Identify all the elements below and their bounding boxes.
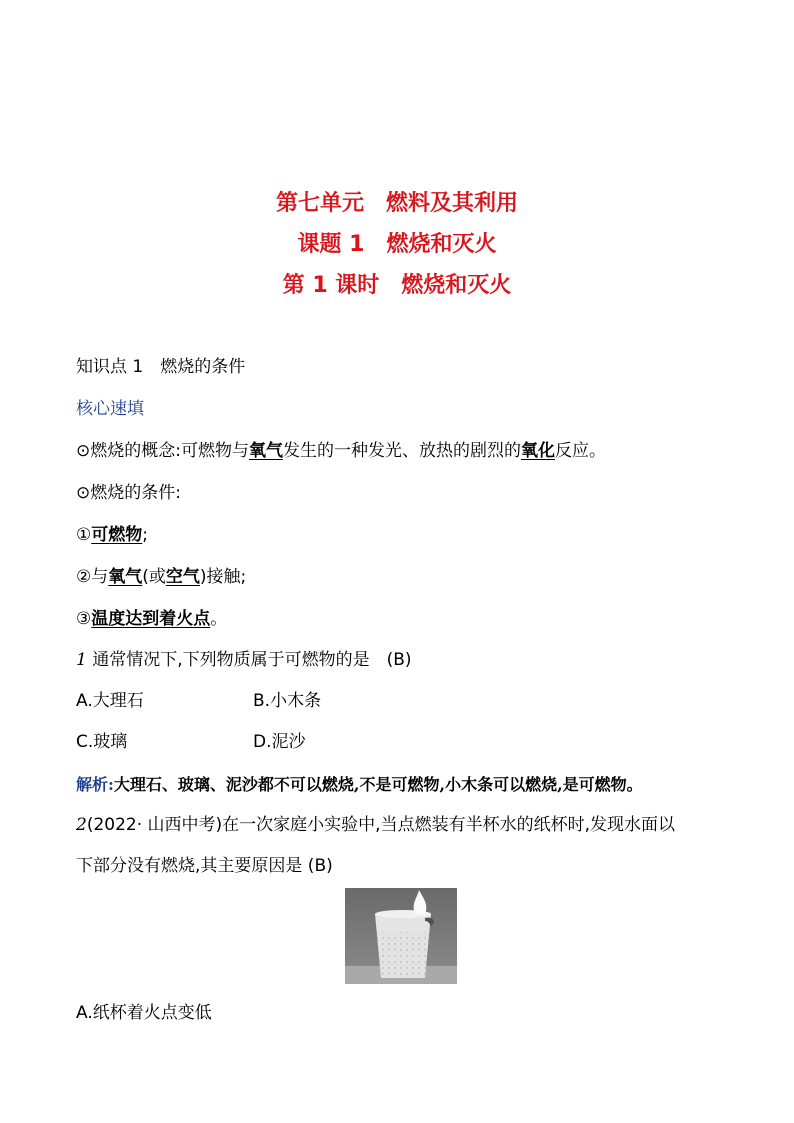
condition-3-num: ③ xyxy=(76,609,92,629)
condition-1 xyxy=(76,524,148,546)
question-1-stem: 通常情况下,下列物质属于可燃物的是 (B) xyxy=(86,650,412,670)
answer-blank-ignition-point: 温度达到着火点 xyxy=(91,609,211,629)
q1-option-d: D.泥沙 xyxy=(253,732,306,752)
combustion-concept xyxy=(76,440,606,462)
paper-cup-illustration xyxy=(345,888,457,984)
question-2-line-2: 下部分没有燃烧,其主要原因是 (B) xyxy=(76,856,333,876)
concept-prefix: ⊙燃烧的概念:可燃物与 xyxy=(76,441,249,461)
answer-blank-oxygen: 氧气 xyxy=(248,441,283,461)
condition-2-mid: (或 xyxy=(142,567,166,587)
answer-blank-air: 空气 xyxy=(165,567,200,587)
explanation-label: 解析: xyxy=(76,775,114,794)
q1-option-a: A.大理石 xyxy=(76,691,144,711)
q2-option-a: A.纸杯着火点变低 xyxy=(76,1003,212,1023)
condition-2-end: )接触; xyxy=(199,567,247,587)
paper-cup-photo xyxy=(345,888,457,984)
condition-1-num: ① xyxy=(76,525,92,545)
question-1 xyxy=(76,649,412,671)
core-fill-heading: 核心速填 xyxy=(76,399,144,419)
unit-title: 第七单元 燃料及其利用 xyxy=(275,191,518,216)
answer-blank-combustible: 可燃物 xyxy=(91,525,143,545)
conditions-label: ⊙燃烧的条件: xyxy=(76,483,181,503)
knowledge-point-heading: 知识点 1 燃烧的条件 xyxy=(76,357,246,377)
question-2-number: 2 xyxy=(76,815,87,835)
lesson-title: 课题 1 燃烧和灭火 xyxy=(297,232,497,257)
condition-2 xyxy=(76,566,246,588)
question-2-stem-1: (2022· 山西中考)在一次家庭小实验中,当点燃装有半杯水的纸杯时,发现水面以 xyxy=(86,815,675,835)
q1-explanation xyxy=(76,772,643,795)
condition-1-end: ; xyxy=(142,525,148,545)
condition-3-end: 。 xyxy=(210,609,228,629)
q1-option-b: B.小木条 xyxy=(253,691,322,711)
concept-suffix: 反应。 xyxy=(554,441,606,461)
answer-blank-oxygen-2: 氧气 xyxy=(108,567,143,587)
answer-blank-oxidation: 氧化 xyxy=(520,441,555,461)
q1-option-c: C.玻璃 xyxy=(76,732,128,752)
condition-3 xyxy=(76,608,227,630)
explanation-text: 大理石、玻璃、泥沙都不可以燃烧,不是可燃物,小木条可以燃烧,是可燃物。 xyxy=(113,775,643,794)
question-1-number: 1 xyxy=(76,650,87,670)
question-2-line-1 xyxy=(76,814,675,836)
concept-middle: 发生的一种发光、放热的剧烈的 xyxy=(282,441,521,461)
period-title: 第 1 课时 燃烧和灭火 xyxy=(282,273,512,298)
condition-2-num: ②与 xyxy=(76,567,109,587)
